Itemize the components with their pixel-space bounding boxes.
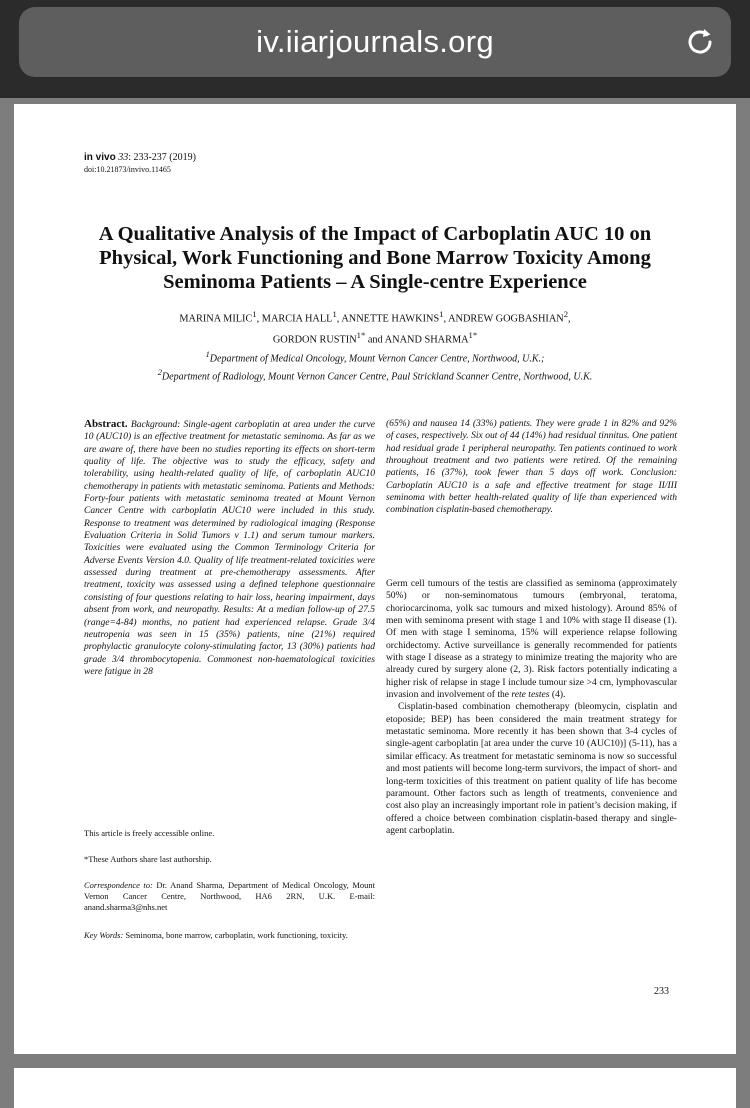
reload-icon[interactable] — [683, 25, 717, 59]
footnote-keywords: Key Words: Seminoma, bone marrow, carboplatin, work functioning, toxicity. — [84, 930, 348, 940]
abstract-text: (65%) and nausea 14 (33%) patients. They were grade 1 in 82% and 92% of cases, respectively. Six out of 44 (14%) had residual tinnitus. One patient had residual grade 1 peripheral neuropathy. Ten patients continued to work throughout treatment and two patients were retired. Of the remaining patients, 16 (37%), took fewer than 5 days off work. Conclusion: Carboplatin AUC10 is a safe and effective treatment for stage II/III seminoma with better health-related quality of life than experienced with combination cisplatin-based chemotherapy. — [386, 418, 677, 516]
title-line: Physical, Work Functioning and Bone Marrow Toxicity Among — [99, 247, 651, 269]
url-text[interactable]: iv.iiarjournals.org — [256, 24, 494, 59]
author: MARINA MILIC — [179, 313, 253, 325]
body-text — [386, 578, 677, 837]
author: ANNETTE HAWKINS — [341, 313, 440, 325]
doi: doi:10.21873/invivo.11465 — [84, 165, 171, 174]
abstract-right — [386, 418, 677, 517]
footnote-shared: *These Authors share last authorship. — [84, 854, 212, 864]
author: ANDREW GOGBASHIAN — [448, 313, 564, 325]
affiliation: Department of Medical Oncology, Mount Vernon Cancer Centre, Northwood, U.K.; — [209, 353, 545, 365]
author-list: MARINA MILIC$^1$, MARCIA HALL$^1$, ANNETTE HAWKINS$^1$, ANDREW GOGBASHIAN$^2$, GORDON $RUSTIN^{1*}$ and ANAND $SHARMA^{1*}$ — [179, 309, 571, 346]
next-pdf-page — [14, 1068, 736, 1108]
pdf-page — [14, 104, 736, 1054]
page-number: 233 — [654, 986, 669, 997]
journal-volume: 33 — [118, 152, 129, 163]
author: ANAND SHARMA — [384, 334, 469, 346]
title-line: Seminoma Patients – A Single-centre Experience — [163, 271, 587, 293]
affiliations: $^1$Department of Medical Oncology, Mount Vernon Cancer Centre, Northwood, U.K.; $^2$Department of Radiology, Mount Vernon Cancer Centre, Paul Strickland Scanner Centre, Northwood, U.K. — [157, 350, 593, 383]
footnote-access: This article is freely accessible online. — [84, 828, 215, 838]
journal-name: in vivo — [84, 152, 116, 163]
abstract-text: Background: Single-agent carboplatin at area under the curve 10 (AUC10) is an effective treatment for metastatic seminoma. As far as we are aware of, there have been no studies reporting its effects on short-term quality of life. The objective was to study the efficacy, safety and tolerability, using health-related quality of life, of carboplatin AUC10 chemotherapy in patients with metastatic seminoma. Patients and Methods: Forty-four patients with metastatic seminoma treated at Mount Vernon Cancer Centre with carboplatin AUC10 were included in this study. Response to treatment was determined by radiological imaging (Response Evaluation Criteria in Solid Tumors v 1.1) and serum tumour markers. Toxicities were evaluated using the Common Terminology Criteria for Adverse Events Version 4.0. Quality of life treatment-related toxicities were assessed during treatment at pre-chemotherapy assessments. After treatment, toxicity was assessed using a defined telephone questionnaire consisting of four questions relating to hair loss, hearing impairment, days absent from work, and neuropathy. Results: At a median follow-up of 27.5 (range=4-84) months, no patient had experienced relapse. Grade 3/4 neutropenia was seen in 15 (35%) patients, nine (21%) required prophylactic granulocyte colony-stimulating factor, 13 (30%) patients had grade 3/4 thrombocytopenia. Commonest non-haematological toxicities were fatigue in 28 — [84, 419, 375, 677]
title-line: A Qualitative Analysis of the Impact of Carboplatin AUC 10 on — [98, 223, 652, 245]
author: MARCIA HALL — [261, 313, 333, 325]
paragraph: Germ cell tumours of the testis are classified as seminoma (approximately 50%) or non-seminomatous tumours (embryonal, teratoma, choriocarcinoma, yolk sac tumours and mixed histology). Around 85% of men with seminoma present with stage 1 and 10% with stage II disease (1). Of men with stage I seminoma, 15% will experience relapse following orchidectomy. Active surveillance is generally recommended for patients with stage I disease as a strategy to minimize treating the majority who are already cured by surgery alone (2, 3). Risk factors potentially indicating a higher risk of relapse in stage I include tumour size >4 cm, lymphovascular invasion and involvement of the rete testes (4). — [386, 578, 677, 701]
footnote-correspondence: Correspondence to: Dr. Anand Sharma, Department of Medical Oncology, Mount Vernon Cancer Centre, Northwood, HA6 2RN, U.K. E-mail: anand.sharma3@nhs.net — [84, 880, 376, 913]
journal-pages: : 233-237 (2019) — [128, 152, 196, 163]
journal-header — [84, 152, 196, 176]
address-bar[interactable] — [19, 7, 731, 77]
paper-title — [74, 222, 676, 294]
paragraph: Cisplatin-based combination chemotherapy (bleomycin, cisplatin and etoposide; BEP) has been considered the main treatment strategy for metastatic seminoma. More recently it has been shown that 3-4 cycles of single-agent carboplatin [at area under the curve 10 (AUC10)] (5-11), has a similar efficacy. As treatment for metastatic seminoma is now so successful and most patients will become long-term survivors, the impact of short- and long-term toxicities of this treatment on patient quality of life has become paramount. Other factors such as length of treatments, convenience and cost also play an increasingly important role in patient’s decision making, if offered a choice between combination cisplatin-based therapy and single-agent carboplatin. — [386, 701, 677, 836]
author: GORDON RUSTIN — [272, 334, 357, 346]
browser-toolbar — [0, 0, 750, 98]
affiliation: Department of Radiology, Mount Vernon Cancer Centre, Paul Strickland Scanner Centre, Northwood, U.K. — [161, 371, 593, 383]
abstract-left — [84, 418, 375, 678]
abstract-heading: Abstract. — [84, 418, 128, 430]
